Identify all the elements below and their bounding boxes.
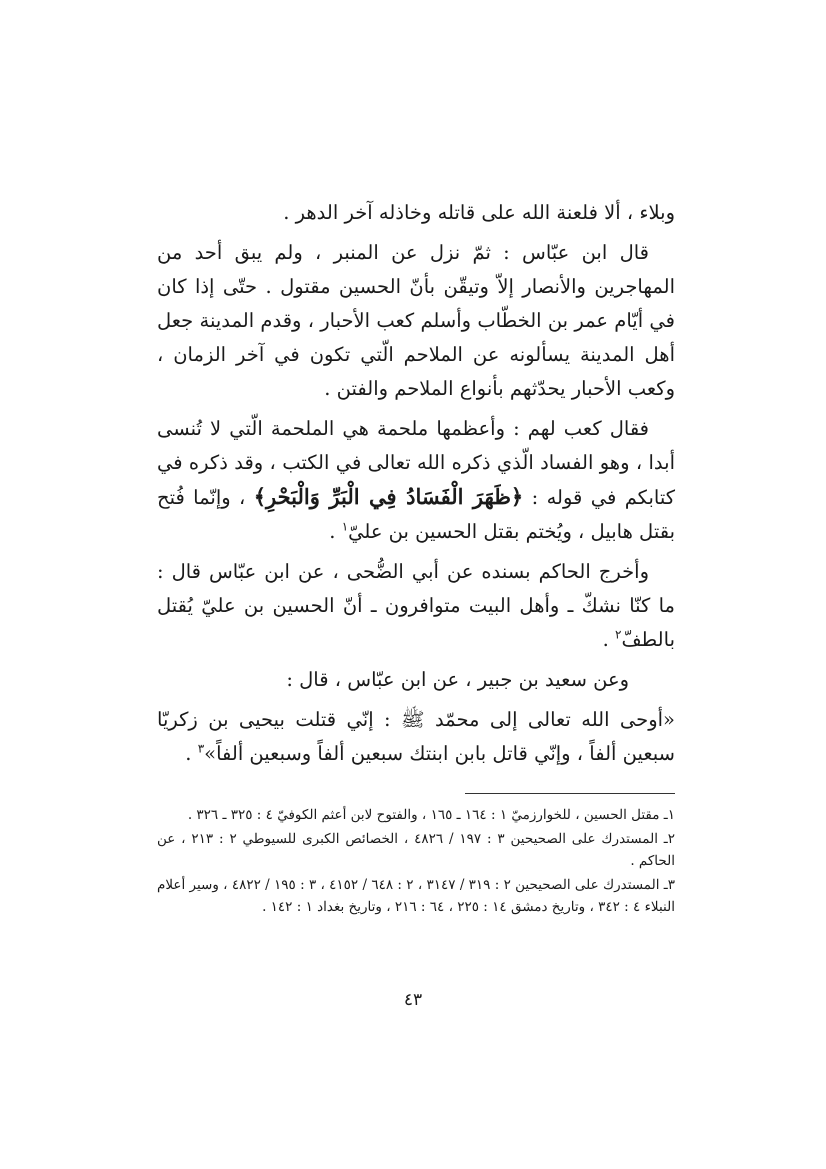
footnote-ref-3[interactable]: ٣ (197, 741, 205, 756)
footnote-2: ٢ـ المستدرك على الصحيحين ٣ : ١٩٧ / ٤٨٢٦ ، الخصائص الكبرى للسيوطي ٢ : ٢١٣ ، عن الحاكم . (157, 831, 676, 869)
footnotes (157, 804, 675, 918)
paragraph-text: ، وإنّما فُتح بقتل هابيل ، ويُختم بقتل الحسين بن عليّ (157, 486, 675, 543)
page-body (157, 196, 675, 920)
paragraph-ibn-abbas (157, 236, 675, 406)
quran-verse: ﴿ظَهَرَ الْفَسَادُ فِي الْبَرِّ وَالْبَحْرِ﴾ (253, 484, 524, 509)
paragraph-said (157, 663, 675, 697)
paragraph-hakim (157, 555, 675, 657)
footnote-3: ٣ـ المستدرك على الصحيحين ٢ : ٣١٩ / ٣١٤٧ ، ٢ : ٦٤٨ / ٤١٥٢ ، ٣ : ١٩٥ / ٤٨٢٢ ، وسير أعلام النبلاء ٤ : ٣٤٢ ، وتاريخ دمشق ١٤ : ٢٢٥ ، ٦٤ : ٢١٦ ، وتاريخ بغداد ١ : ١٤٢ . (157, 877, 675, 915)
paragraph-text: . (602, 628, 616, 651)
paragraph-continuation (157, 196, 675, 230)
paragraph-text: «أوحى الله تعالى إلى محمّد ﷺ : إنّي قتلت بيحيى بن زكريّا سبعين ألفاً ، وإنّي قاتل بابن ابنتك سبعين ألفاً وسبعين ألفاً» (157, 708, 675, 765)
paragraph-kaab (157, 412, 675, 549)
paragraph-text: وأخرج الحاكم بسنده عن أبي الضُّحى ، عن ابن عبّاس قال : ما كنّا نشكّ ـ وأهل البيت متوافرون ـ أنّ الحسين بن عليّ يُقتل بالطفّ (157, 560, 675, 651)
footnote-divider (465, 793, 675, 794)
paragraph-text: فقال كعب لهم : وأعظمها ملحمة هي الملحمة الّتي لا تُنسى أبدا ، وهو الفساد الّذي ذكره الله تعالى في الكتب ، وقد ذكره في كتابكم في قوله : (157, 417, 675, 509)
footnote-ref-1[interactable]: ١ (341, 519, 349, 534)
footnote-ref-2[interactable]: ٢ (615, 627, 622, 642)
paragraph-text: قال ابن عبّاس : ثمّ نزل عن المنبر ، ولم يبق أحد من المهاجرين والأنصار إلاّ وتيقّن بأنّ الحسين مقتول . حتّى إذا كان في أيّام عمر بن الخطّاب وأسلم كعب الأحبار ، وقدم المدينة جعل أهل المدينة يسألونه عن الملاحم الّتي تكون في آخر الزمان ، وكعب الأحبار يحدّثهم بأنواع الملاحم والفتن . (157, 241, 675, 400)
page-number: ٤٣ (403, 990, 423, 1010)
paragraph-text: وبلاء ، ألا فلعنة الله على قاتله وخاذله آخر الدهر . (283, 201, 675, 224)
paragraph-text: . (185, 742, 198, 765)
paragraph-text: وعن سعيد بن جبير ، عن ابن عبّاس ، قال : (286, 668, 629, 691)
paragraph-hadith-quote (157, 703, 675, 771)
main-text (157, 196, 675, 771)
footnote-1: ١ـ مقتل الحسين ، للخوارزميّ ١ : ١٦٤ ـ ١٦٥ ، والفتوح لابن أعثم الكوفيّ ٤ : ٣٢٥ ـ ٣٢٦ . (187, 807, 675, 823)
paragraph-text: . (329, 520, 342, 543)
